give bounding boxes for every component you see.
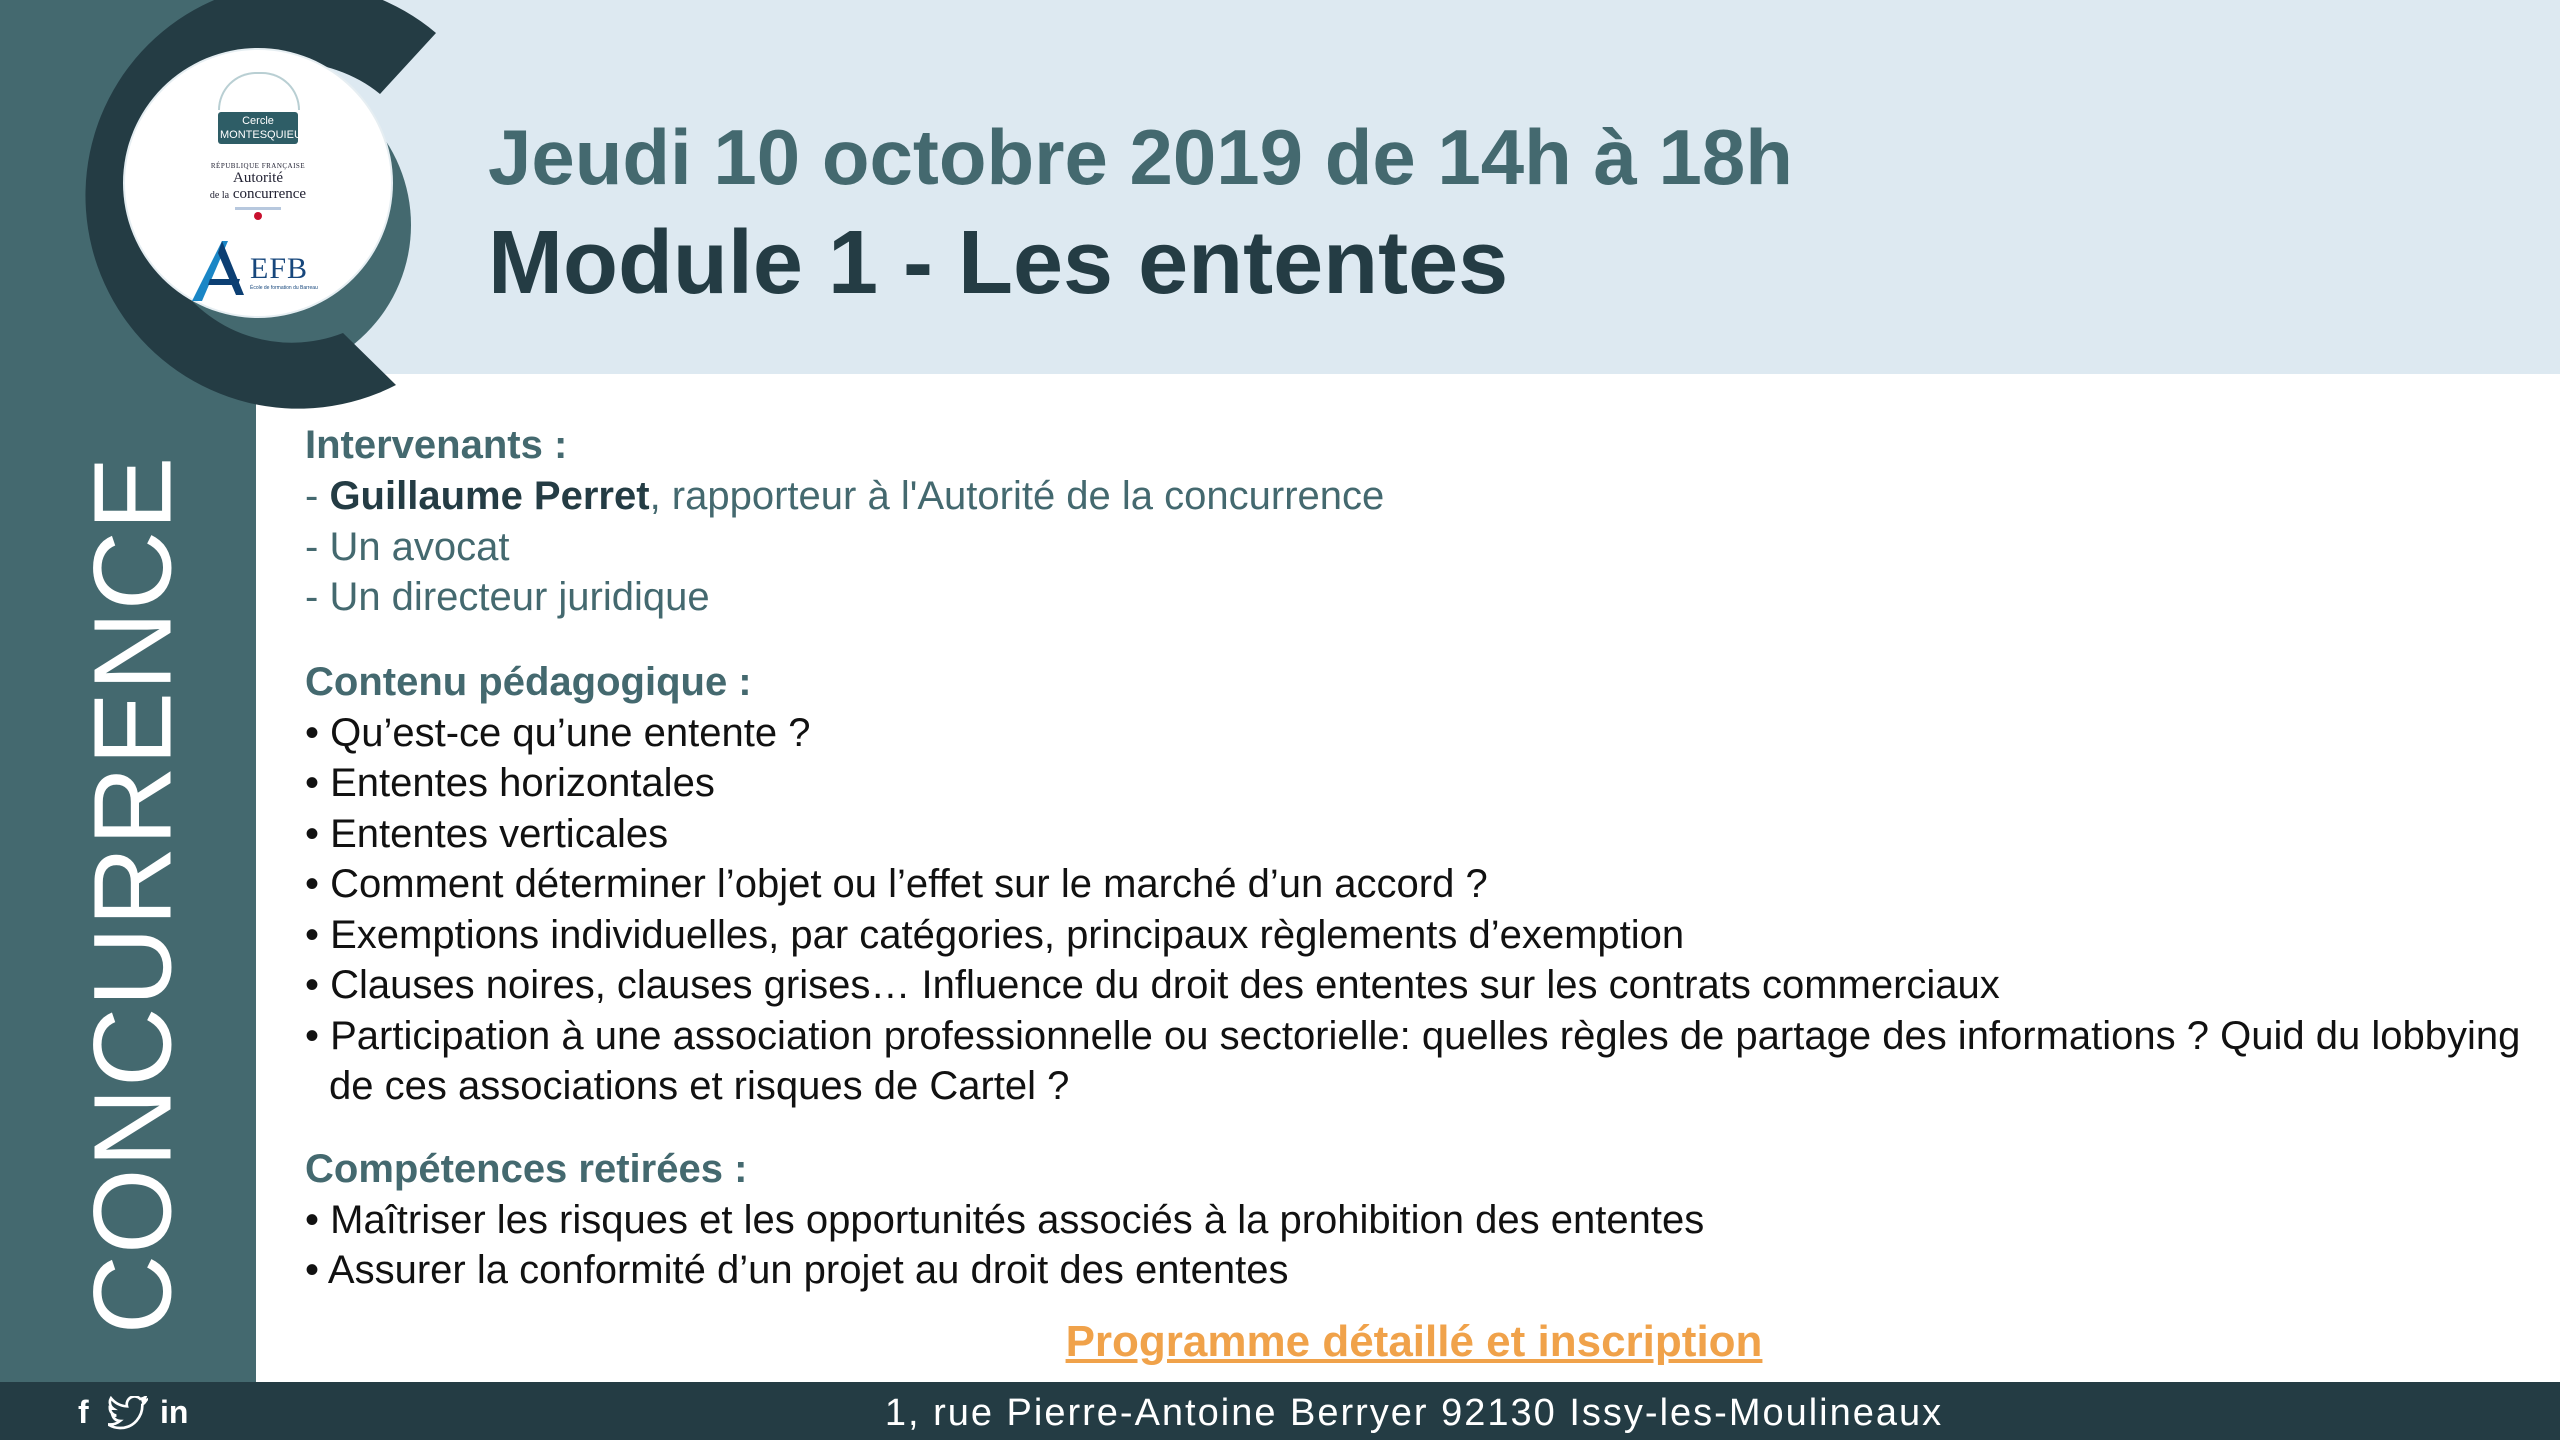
- efb-mark-icon: [188, 235, 248, 305]
- competence-item: • Maîtriser les risques et les opportunités associés à la prohibition des ententes: [305, 1197, 1705, 1242]
- speaker-item: - Un avocat: [305, 524, 510, 569]
- contenu-item: • Ententes verticales: [305, 811, 669, 856]
- logo-bar: [235, 207, 281, 210]
- logo-red-dot: [254, 212, 262, 220]
- footer: [0, 1382, 2560, 1440]
- cercle-ring-graphic: [218, 72, 300, 110]
- contenu-item: • Clauses noires, clauses grises… Influence du droit des ententes sur les contrats commerciaux: [305, 963, 2000, 1007]
- footer-address: 1, rue Pierre-Antoine Berryer 92130 Issy-les-Moulineaux: [884, 1392, 1944, 1434]
- sidebar-title: CONCURRENCE: [71, 455, 195, 1335]
- main-content: [305, 420, 2525, 1296]
- facebook-icon[interactable]: f: [78, 1394, 89, 1430]
- module-title: Module 1 - Les ententes: [488, 213, 1509, 313]
- competences-heading: Compétences retirées :: [305, 1146, 748, 1191]
- speaker-item: - Un directeur juridique: [305, 575, 710, 619]
- cercle-montesquieu-logo: [218, 72, 302, 144]
- contenu-item: • Qu’est-ce qu’une entente ?: [305, 710, 811, 755]
- programme-inscription-link[interactable]: Programme détaillé et inscription: [1065, 1317, 1763, 1366]
- event-date: Jeudi 10 octobre 2019 de 14h à 18h: [488, 113, 1793, 201]
- intervenants-heading: Intervenants :: [305, 423, 568, 467]
- autorite-concurrence-logo: RÉPUBLIQUE FRANÇAISE Autorité de la concurrence: [183, 162, 333, 222]
- cercle-badge: Cercle MONTESQUIEU: [218, 112, 298, 144]
- contenu-item: • Ententes horizontales: [305, 761, 715, 805]
- contenu-heading: Contenu pédagogique :: [305, 659, 752, 704]
- twitter-icon[interactable]: [108, 1396, 148, 1430]
- efb-logo: EFB École de formation du Barreau: [188, 235, 328, 305]
- competence-item: • Assurer la conformité d’un projet au droit des ententes: [305, 1248, 1289, 1292]
- linkedin-icon[interactable]: in: [160, 1394, 189, 1430]
- contenu-item: • Comment déterminer l’objet ou l’effet sur le marché d’un accord ?: [305, 862, 1488, 906]
- contenu-item: • Exemptions individuelles, par catégories, principaux règlements d’exemption: [305, 912, 1685, 957]
- contenu-item: • Participation à une association professionnelle ou sectorielle: quelles règles de partage des informations ? Quid du lobbying de ces associations et risques de Cartel ?: [305, 1013, 2521, 1108]
- partner-logos: [125, 50, 391, 316]
- speaker-item: - Guillaume Perret, rapporteur à l'Autorité de la concurrence: [305, 474, 1385, 518]
